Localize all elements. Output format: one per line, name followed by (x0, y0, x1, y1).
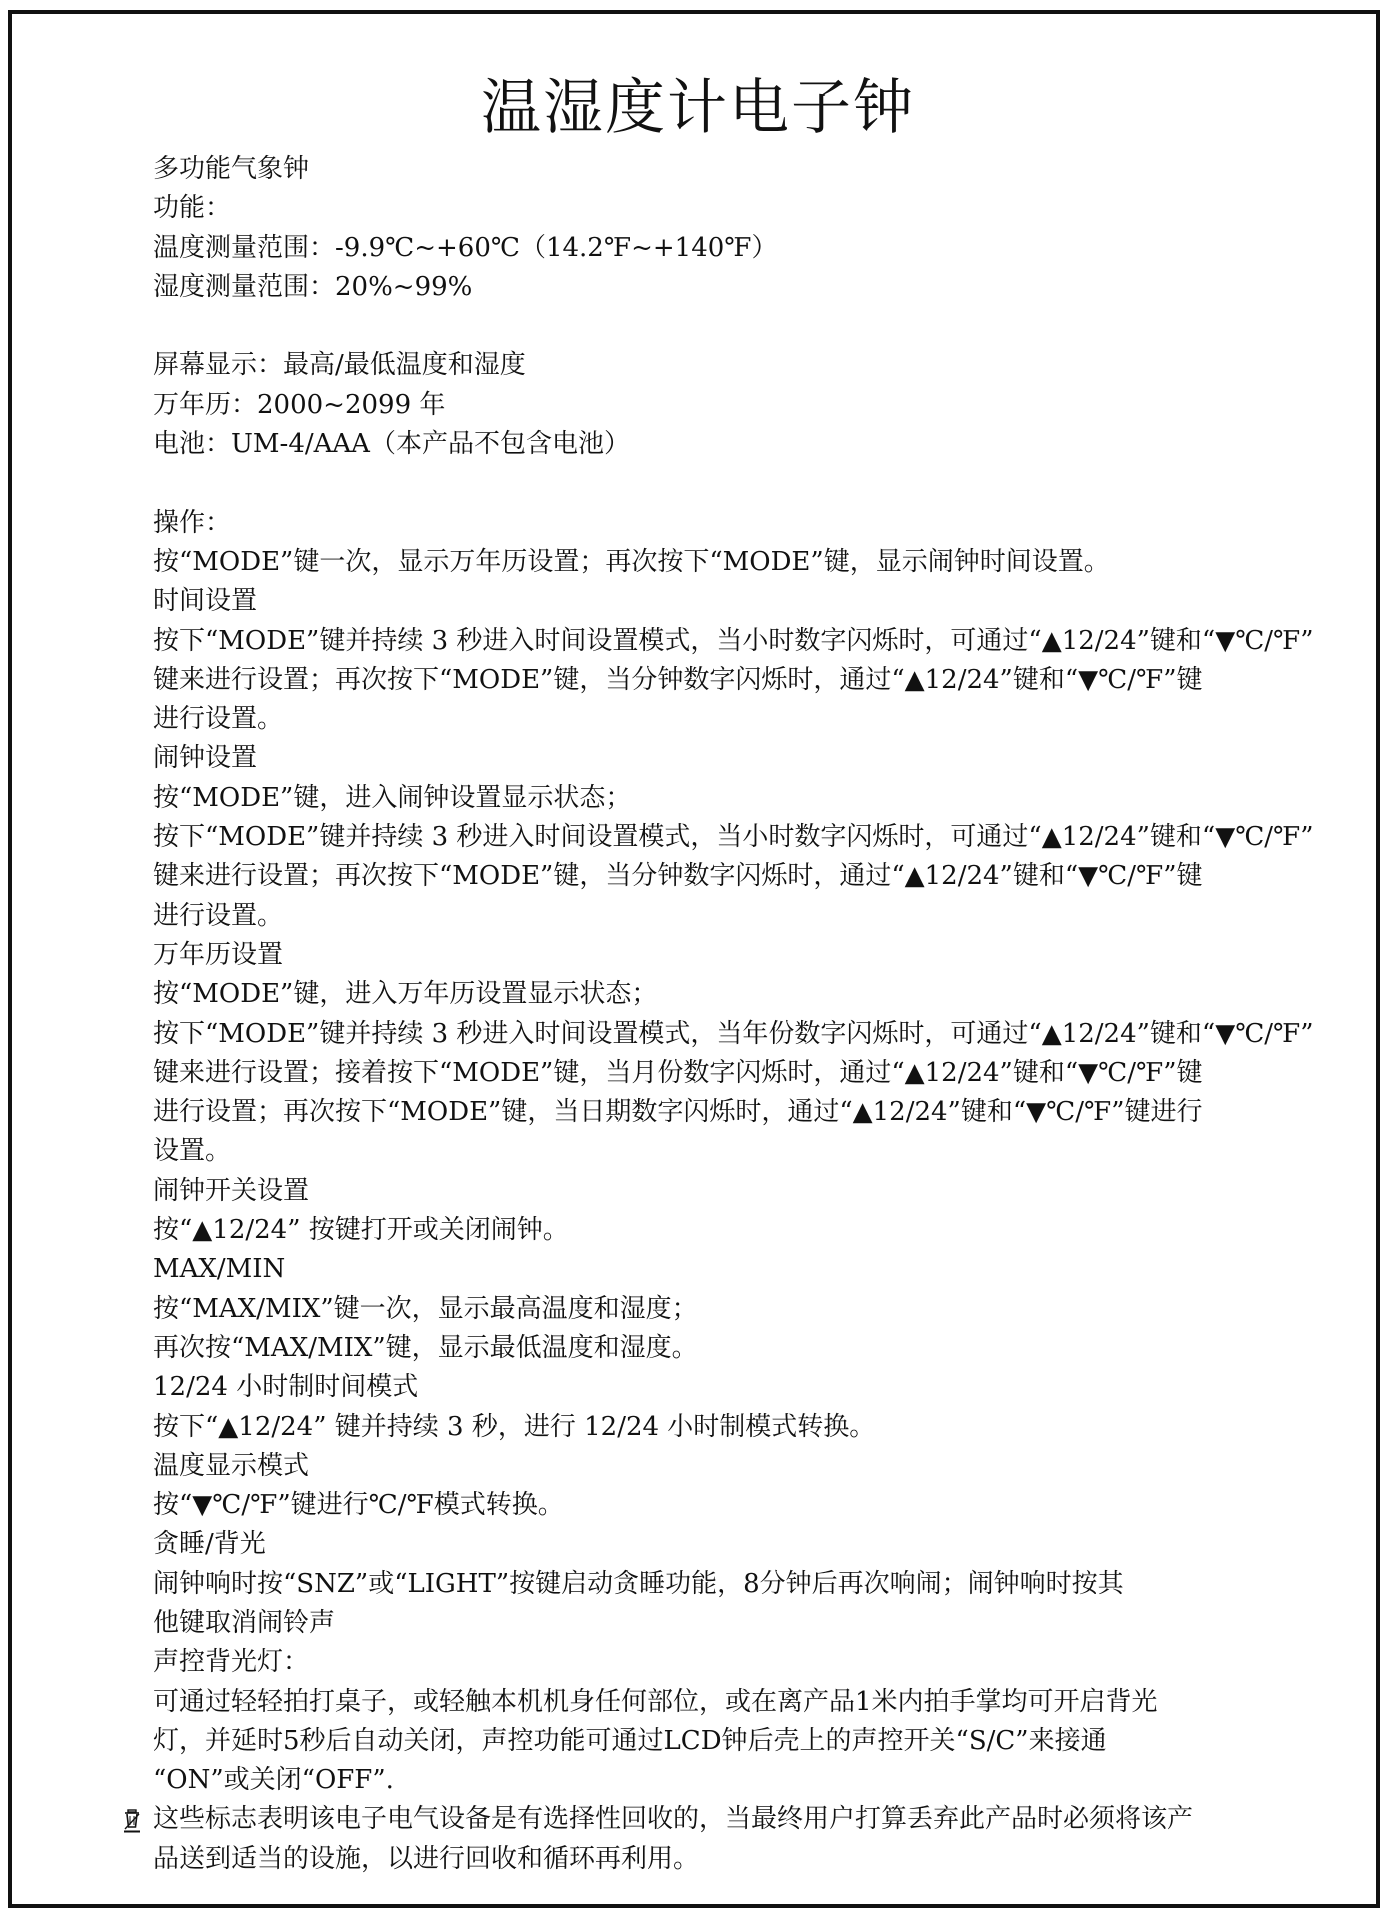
paragraph-line: “ON”或关闭“OFF”. (153, 1765, 394, 1796)
paragraph-line: 按下“MODE”键并持续 3 秒进入时间设置模式，当小时数字闪烁时，可通过“▲12/24”键和“▼℃/℉” (153, 822, 1314, 853)
paragraph-line: 闹钟响时按“SNZ”或“LIGHT”按键启动贪睡功能，8分钟后再次响闹；闹钟响时按其 (153, 1568, 1124, 1599)
subtitle: 多功能气象钟 (153, 154, 310, 184)
paragraph-line: 按“MODE”键一次，显示万年历设置；再次按下“MODE”键，显示闹钟时间设置。 (153, 546, 1110, 577)
section-heading-operation: 操作： (153, 507, 232, 538)
section-heading-temperature-display: 温度显示模式 (153, 1450, 310, 1481)
paragraph-line: 他键取消闹铃声 (153, 1607, 336, 1638)
section-heading-time-setting: 时间设置 (153, 586, 258, 617)
crossed-bin-icon (123, 1809, 141, 1833)
spec-temperature-range: 温度测量范围：-9.9℃~+60℃（14.2℉~+140℉） (153, 232, 778, 263)
paragraph-line: 按下“MODE”键并持续 3 秒进入时间设置模式，当年份数字闪烁时，可通过“▲12/24”键和“▼℃/℉” (153, 1018, 1314, 1049)
paragraph-line: 键来进行设置；再次按下“MODE”键，当分钟数字闪烁时，通过“▲12/24”键和“▼℃/℉”键 (153, 664, 1203, 695)
section-heading-alarm-setting: 闹钟设置 (153, 743, 258, 774)
paragraph-line: 再次按“MAX/MIX”键，显示最低温度和湿度。 (153, 1332, 698, 1363)
spec-calendar: 万年历：2000~2099 年 (153, 389, 446, 420)
paragraph-line: 键来进行设置；再次按下“MODE”键，当分钟数字闪烁时，通过“▲12/24”键和“▼℃/℉”键 (153, 861, 1203, 892)
paragraph-line: 可通过轻轻拍打桌子，或轻触本机机身任何部位，或在离产品1米内拍手掌均可开启背光 (153, 1686, 1158, 1717)
spec-battery: 电池：UM-4/AAA（本产品不包含电池） (153, 429, 630, 460)
paragraph-line: 按“▲12/24” 按键打开或关闭闹钟。 (153, 1215, 569, 1246)
section-heading-max-min: MAX/MIN (153, 1254, 286, 1285)
recycle-notice-text: 这些标志表明该电子电气设备是有选择性回收的，当最终用户打算丢弃此产品时必须将该产 (153, 1804, 1194, 1835)
section-heading-12-24-mode: 12/24 小时制时间模式 (153, 1372, 419, 1403)
section-heading-alarm-switch: 闹钟开关设置 (153, 1175, 310, 1206)
paragraph-line: 按“MODE”键，进入万年历设置显示状态； (153, 979, 658, 1010)
section-heading-calendar-setting: 万年历设置 (153, 939, 284, 970)
paragraph-line: 进行设置。 (153, 900, 284, 931)
page-title: 温湿度计电子钟 (481, 73, 915, 143)
paragraph-line: 进行设置。 (153, 704, 284, 735)
paragraph-line: 按下“▲12/24” 键并持续 3 秒，进行 12/24 小时制模式转换。 (153, 1411, 876, 1442)
paragraph-line: 按“MAX/MIX”键一次，显示最高温度和湿度； (153, 1293, 698, 1324)
section-heading-voice-backlight: 声控背光灯： (153, 1647, 310, 1678)
paragraph-line: 按“▼℃/℉”键进行℃/℉模式转换。 (153, 1490, 564, 1521)
paragraph-line: 灯，并延时5秒后自动关闭，声控功能可通过LCD钟后壳上的声控开关“S/C”来接通 (153, 1725, 1107, 1756)
paragraph-line: 按下“MODE”键并持续 3 秒进入时间设置模式，当小时数字闪烁时，可通过“▲12/24”键和“▼℃/℉” (153, 625, 1314, 656)
paragraph-line: 品送到适当的设施，以进行回收和循环再利用。 (153, 1843, 700, 1874)
spec-humidity-range: 湿度测量范围：20%~99% (153, 271, 473, 302)
paragraph-line: 设置。 (153, 1136, 232, 1167)
section-heading-features: 功能： (153, 193, 232, 224)
paragraph-line: 键来进行设置；接着按下“MODE”键，当月份数字闪烁时，通过“▲12/24”键和“▼℃/℉”键 (153, 1057, 1203, 1088)
blank-line (153, 307, 1273, 346)
recycle-notice-line (153, 1800, 1273, 1839)
blank-line (153, 464, 1273, 503)
paragraph-line: 按“MODE”键，进入闹钟设置显示状态； (153, 782, 632, 813)
paragraph-line: 进行设置；再次按下“MODE”键，当日期数字闪烁时，通过“▲12/24”键和“▼℃/℉”键进行 (153, 1097, 1203, 1128)
section-heading-snooze-backlight: 贪睡/背光 (153, 1529, 266, 1560)
document-body (153, 150, 1314, 1879)
spec-display: 屏幕显示：最高/最低温度和湿度 (153, 350, 526, 381)
